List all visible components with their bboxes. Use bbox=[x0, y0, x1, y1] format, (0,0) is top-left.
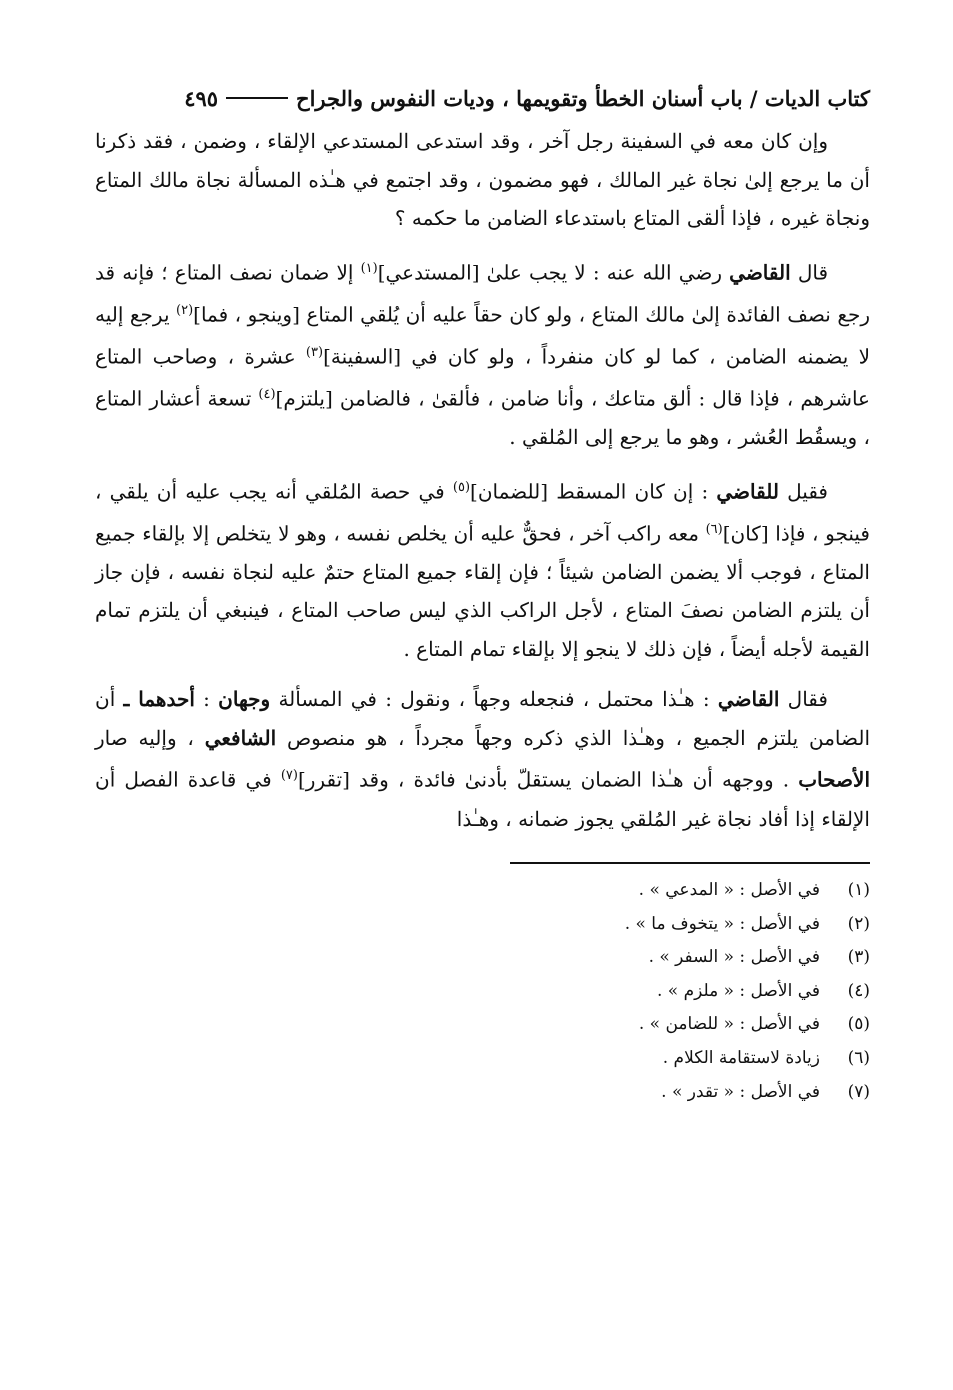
text-run: ، وإليه صار bbox=[95, 725, 205, 750]
text-run: قال bbox=[790, 260, 829, 285]
header-rule bbox=[226, 97, 288, 99]
footnote-separator bbox=[510, 862, 870, 864]
footnote-number: (١) bbox=[847, 880, 870, 901]
text-run: . ووجهه أن هـٰذا الضمان يستقلّ بأدنىٰ فائدة ، وقد [تقرر] bbox=[297, 768, 799, 793]
footnote-text: في الأصل : « للضامن » . bbox=[638, 1014, 820, 1035]
footnote bbox=[95, 941, 870, 975]
bold-term: الشافعي bbox=[204, 725, 277, 750]
bold-term: القاضي bbox=[729, 260, 791, 285]
footnote bbox=[95, 1008, 870, 1042]
bold-term: الأصحاب bbox=[798, 768, 870, 793]
footnote-ref: (١) bbox=[360, 260, 378, 276]
footnote-ref: (٧) bbox=[280, 768, 298, 784]
text-run: : إن كان المسقط [للضمان] bbox=[470, 479, 717, 504]
footnote-separator-wrap bbox=[95, 850, 870, 874]
footnote bbox=[95, 1076, 870, 1110]
footnote-number: (٤) bbox=[847, 980, 870, 1001]
footnote-ref: (٢) bbox=[176, 302, 194, 318]
footnote-ref: (٦) bbox=[705, 521, 723, 537]
footnote bbox=[95, 1042, 870, 1076]
text-run: في قاعدة الفصل أن الإلقاء إذا أفاد نجاة غير المُلقي يجوز ضمانه ، وهـٰذا bbox=[95, 768, 870, 831]
footnote-number: (٧) bbox=[847, 1081, 870, 1102]
text-run: يرجع إليه لا يضمنه الضامن ، كما لو كان منفرداً ، ولو كان في [السفينة] bbox=[95, 302, 870, 369]
footnote-number: (٣) bbox=[847, 947, 870, 968]
footnote-number: (٢) bbox=[847, 913, 870, 934]
text-run: : bbox=[194, 687, 219, 712]
text-run: أن الضامن يلتزم الجميع ، وهـٰذا الذي ذكره وجهاً مجرداً ، هو منصوص bbox=[95, 687, 871, 750]
text-run: فقيل bbox=[778, 479, 828, 504]
footnote-text: في الأصل : « يتخوف ما » . bbox=[624, 913, 820, 934]
footnote-text: في الأصل : « السفر » . bbox=[648, 947, 820, 968]
bold-term: أحدهما ـ bbox=[123, 687, 195, 712]
footnotes-list bbox=[95, 874, 870, 1109]
footnote bbox=[95, 874, 870, 908]
footnote-text: في الأصل : « المدعي » . bbox=[638, 880, 820, 901]
text-run: وإن كان معه في السفينة رجل آخر ، وقد استدعى المستدعي الإلقاء ، وضمن ، فقد ذكرنا أن ما يرجع إلىٰ نجاة غير المالك ، فهو مضمون ، وقد اجتمع في هـٰذه المسألة نجاة مالك المتاع ونجاة غيره ، فإذا ألقى المتاع باستدعاء الضامن ما حكمه ؟ bbox=[95, 129, 870, 230]
bold-term: القاضي bbox=[717, 687, 780, 712]
bold-term: للقاضي bbox=[716, 479, 779, 504]
paragraph bbox=[95, 122, 870, 238]
text-run: عشرة ، وصاحب المتاع عاشرهم ، فإذا قال : ألق متاعك ، وأنا ضامن ، فألقىٰ ، فالضامن [يلتزم] bbox=[95, 344, 870, 411]
footnote-text: في الأصل : « ملزم » . bbox=[656, 980, 820, 1001]
footnote-ref: (٤) bbox=[258, 386, 276, 402]
footnote-ref: (٣) bbox=[305, 344, 324, 360]
paragraph bbox=[95, 680, 870, 838]
text-run: : هـٰذا محتمل ، فنجعله وجهاً ، ونقول : في المسألة bbox=[270, 687, 718, 712]
text-run: معه راكب آخر ، فحقٌّ عليه أن يخلص نفسه ، وهو لا يتخلص إلا بإلقاء جميع المتاع ، فوجب ألا يضمن الضامن شيئاً ؛ فإن إلقاء جميع المتاع حتمٌ عليه لنجاة نفسه ، فإن جاز أن يلتزم الضامن نصفَ المتاع ، لأجل الراكب الذي ليس صاحب المتاع ، فينبغي أن يلتزم تمام القيمة لأجله أيضاً ، فإن ذلك لا ينجو إلا بإلقاء تمام المتاع . bbox=[95, 521, 870, 661]
text-run: فقال bbox=[779, 687, 828, 712]
footnote-text: زيادة لاستقامة الكلام . bbox=[662, 1048, 820, 1069]
text-run: تسعة أعشار المتاع ، ويسقُط العُشر ، وهو ما يرجع إلى المُلقي . bbox=[95, 386, 870, 450]
paragraph bbox=[95, 469, 870, 669]
book-page bbox=[95, 78, 870, 1109]
text-run: في حصة المُلقي أنه يجب عليه أن يلقي ، فينجو ، فإذا [كان] bbox=[95, 479, 870, 546]
footnote-number: (٥) bbox=[847, 1014, 870, 1035]
footnote bbox=[95, 908, 870, 942]
header-title: كتاب الديات / باب أسنان الخطأ وتقويمها ، وديات النفوس والجراح bbox=[296, 85, 870, 111]
page-number: ٤٩٥ bbox=[184, 85, 219, 111]
text-run: إلا ضمان نصف المتاع ؛ فإنه قد رجع نصف الفائدة إلىٰ مالك المتاع ، ولو كان حقاً عليه أن يُلقي المتاع [وينجو ، فما] bbox=[95, 260, 870, 327]
footnote-text: في الأصل : « تقدر » . bbox=[661, 1081, 820, 1102]
paragraph bbox=[95, 250, 870, 457]
running-header bbox=[95, 78, 870, 118]
footnote-number: (٦) bbox=[847, 1048, 870, 1069]
main-text bbox=[95, 122, 870, 838]
footnote bbox=[95, 975, 870, 1009]
text-run: رضي الله عنه : لا يجب علىٰ [المستدعي] bbox=[377, 260, 730, 285]
bold-term: وجهان bbox=[218, 687, 271, 712]
footnote-ref: (٥) bbox=[452, 479, 471, 495]
